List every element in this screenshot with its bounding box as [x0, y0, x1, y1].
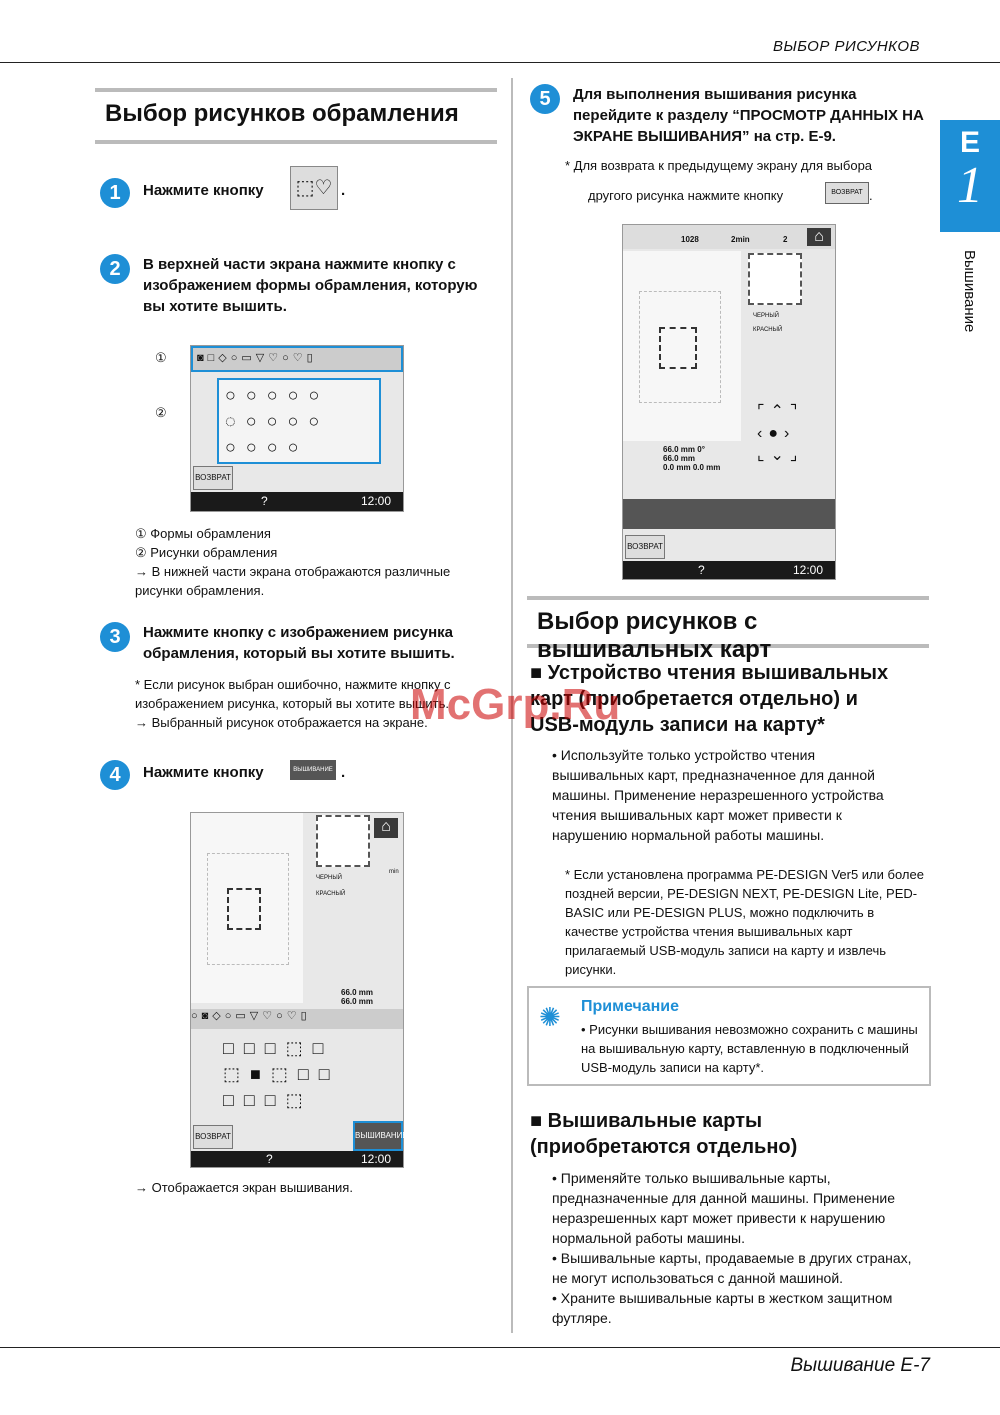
step1-after: .	[341, 182, 346, 199]
size-h: 66.0 mm	[663, 454, 696, 463]
step5-number: 5	[530, 84, 560, 114]
watermark: McGrp.Ru	[410, 680, 621, 729]
stitch-counter-bar	[623, 225, 835, 249]
note-item: * Если рисунок выбран ошибочно, нажмите кнопку с изображением рисунка, который вы хотите вышить.	[135, 677, 451, 711]
thread-name: КРАСНЫЙ	[753, 327, 783, 333]
color-count: 2	[783, 235, 788, 244]
size-h: 66.0 mm	[341, 997, 374, 1006]
callout-2: ②	[155, 405, 167, 420]
section-cards	[527, 596, 929, 663]
screen-frame-selection	[190, 345, 404, 512]
note-item: → Выбранный рисунок отображается на экране.	[135, 715, 428, 730]
pattern-icons[interactable]: ○○○○○ ◌○○○○ ○○○○	[225, 385, 330, 457]
legend-item: ① Формы обрамления	[135, 526, 271, 541]
step3-text: Нажмите кнопку с изображением рисунка обрамления, который вы хотите вышить.	[143, 624, 455, 662]
screen-embroidery	[622, 224, 836, 580]
note-title: Примечание	[581, 998, 680, 1015]
back-button[interactable]: ВОЗВРАТ	[625, 535, 665, 559]
section-title: Выбор рисунков обрамления	[105, 100, 459, 127]
reader-note: * Если установлена программа PE-DESIGN Ver5 или более поздней версии, PE-DESIGN NEXT, PE-DESIGN Lite, PED-BASIC или PE-DESIGN PLUS, можно подключить в качестве устройства чтения вышивальных карт прилагаемый USB-модуль записи на карту и извлечь рисунки.	[565, 867, 924, 977]
help-button[interactable]: ?	[261, 494, 268, 508]
help-button[interactable]: ?	[698, 563, 705, 577]
time-remaining: 2min	[731, 235, 750, 244]
chapter-vertical-label: Вышивание	[961, 250, 978, 333]
step4-number: 4	[100, 760, 130, 790]
legend-item: ② Рисунки обрамления	[135, 545, 278, 560]
pattern-thumbnail	[748, 253, 802, 305]
heading-card-reader: ■ Устройство чтения вышивальных карт (приобретается отдельно) и USB-модуль записи на карту*	[530, 662, 889, 736]
frame-shape-row[interactable]	[191, 346, 403, 372]
step1-text: Нажмите кнопку	[143, 182, 264, 199]
frame-preview	[227, 888, 261, 930]
chapter-number: 1	[957, 157, 983, 214]
frame-shape-button[interactable]: ⬚♡	[290, 166, 338, 210]
result-text: → Отображается экран вышивания.	[135, 1180, 353, 1195]
legend-list	[135, 524, 495, 600]
lightbulb-icon: ✺	[539, 1002, 561, 1032]
thread-name: ЧЕРНЫЙ	[316, 875, 342, 881]
clock: 12:00	[793, 563, 824, 577]
step4-after: .	[341, 764, 346, 781]
callout-1: ①	[155, 350, 167, 365]
section-frame-patterns	[95, 88, 497, 144]
screen-frame-preview	[190, 812, 408, 1168]
thread-list	[753, 313, 782, 333]
step2-number: 2	[100, 254, 130, 284]
back-button-inline[interactable]: ВОЗВРАТ	[825, 182, 869, 204]
step5-after: .	[869, 188, 873, 203]
back-button[interactable]: ВОЗВРАТ	[193, 466, 233, 490]
reader-bullet: • Используйте только устройство чтения вышивальных карт, предназначенное для данной машины. Применение неразрешенного устройства чтения вышивальных карт может привести к нарушению нормальной работы машины.	[552, 747, 884, 843]
back-button[interactable]: ВОЗВРАТ	[193, 1125, 233, 1149]
frame-pattern-grid[interactable]	[217, 378, 381, 464]
chapter-letter: E	[959, 126, 980, 159]
bullet-item: • Вышивальные карты, продаваемые в других странах, не могут использоваться с данной машиной.	[552, 1250, 912, 1286]
header-title: ВЫБОР РИСУНКОВ	[772, 38, 920, 55]
footer-rule	[0, 1347, 1000, 1348]
status-bar	[623, 561, 835, 579]
header-rule	[0, 62, 1000, 63]
thread-list	[316, 875, 345, 897]
step3-number: 3	[100, 622, 130, 652]
clock: 12:00	[361, 494, 392, 508]
note-box	[527, 986, 931, 1086]
preview-area	[623, 251, 741, 441]
angle: 0°	[697, 445, 705, 454]
stitch-count: 1028	[681, 235, 699, 244]
frame-preview	[659, 327, 697, 369]
cards-bullets	[552, 1168, 927, 1328]
bullet-item: • Применяйте только вышивальные карты, предназначенные для данной машины. Применение неразрешенных карт может привести к нарушению нормальной работы машины.	[552, 1170, 895, 1246]
status-bar	[191, 1151, 403, 1167]
frame-shape-row[interactable]: ○◙◇○▭▽♡○♡▯	[191, 1009, 403, 1029]
help-button[interactable]: ?	[266, 1152, 273, 1166]
move-arrows[interactable]: ⌜⌃⌝ ‹●› ⌞⌄⌟	[757, 403, 804, 464]
pattern-thumbnail	[316, 815, 370, 867]
thread-name: ЧЕРНЫЙ	[753, 313, 779, 319]
home-button[interactable]: ⌂	[374, 818, 398, 838]
home-button[interactable]: ⌂	[807, 228, 831, 246]
step5-text: Для выполнения вышивания рисунка перейдите к разделу “ПРОСМОТР ДАННЫХ НА ЭКРАНЕ ВЫШИВАНИЯ” на стр. E-9.	[573, 86, 924, 145]
step5-note2: другого рисунка нажмите кнопку	[588, 188, 784, 203]
footer-text: Вышивание E-7	[790, 1355, 930, 1376]
size-readout	[341, 988, 373, 1006]
status-bar	[191, 492, 403, 511]
embroider-button-inline[interactable]: ВЫШИВАНИЕ	[290, 760, 336, 780]
thread-name: КРАСНЫЙ	[316, 891, 346, 897]
min-label: min	[389, 869, 399, 875]
size-readout	[663, 445, 720, 472]
step1-number: 1	[100, 178, 130, 208]
clock: 12:00	[361, 1152, 392, 1166]
size-w: 66.0 mm	[341, 988, 374, 997]
chapter-tab	[940, 120, 1000, 232]
bullet-item: • Храните вышивальные карты в жестком защитном футляре.	[552, 1290, 893, 1326]
frame-pattern-grid[interactable]: □□□⬚□ ⬚■⬚□□ □□□⬚	[223, 1038, 340, 1110]
step4-text: Нажмите кнопку	[143, 764, 264, 781]
pos-x: 0.0 mm	[663, 463, 691, 472]
note-text: • Рисунки вышивания невозможно сохранить с машины на вышивальную карту, вставленную в подключенный USB-модуль записи на карту*.	[581, 1022, 918, 1075]
shape-icons[interactable]: ◙□◇○▭▽♡○♡▯	[197, 352, 317, 364]
edit-toolbar[interactable]	[623, 499, 835, 529]
legend-item: → В нижней части экрана отображаются различные рисунки обрамления.	[135, 564, 451, 598]
step2-text: В верхней части экрана нажмите кнопку с изображением формы обрамления, которую вы хотите вышить.	[143, 256, 478, 315]
embroider-button[interactable]: ВЫШИВАНИЕ	[353, 1121, 403, 1151]
step5-note1: * Для возврата к предыдущему экрану для выбора	[565, 158, 873, 173]
preview-area	[191, 813, 303, 1003]
section-title: Выбор рисунков с вышивальных карт	[537, 608, 772, 663]
heading-cards: ■ Вышивальные карты (приобретаются отдельно)	[530, 1110, 798, 1158]
size-w: 66.0 mm	[663, 445, 696, 454]
pos-y: 0.0 mm	[692, 463, 721, 472]
